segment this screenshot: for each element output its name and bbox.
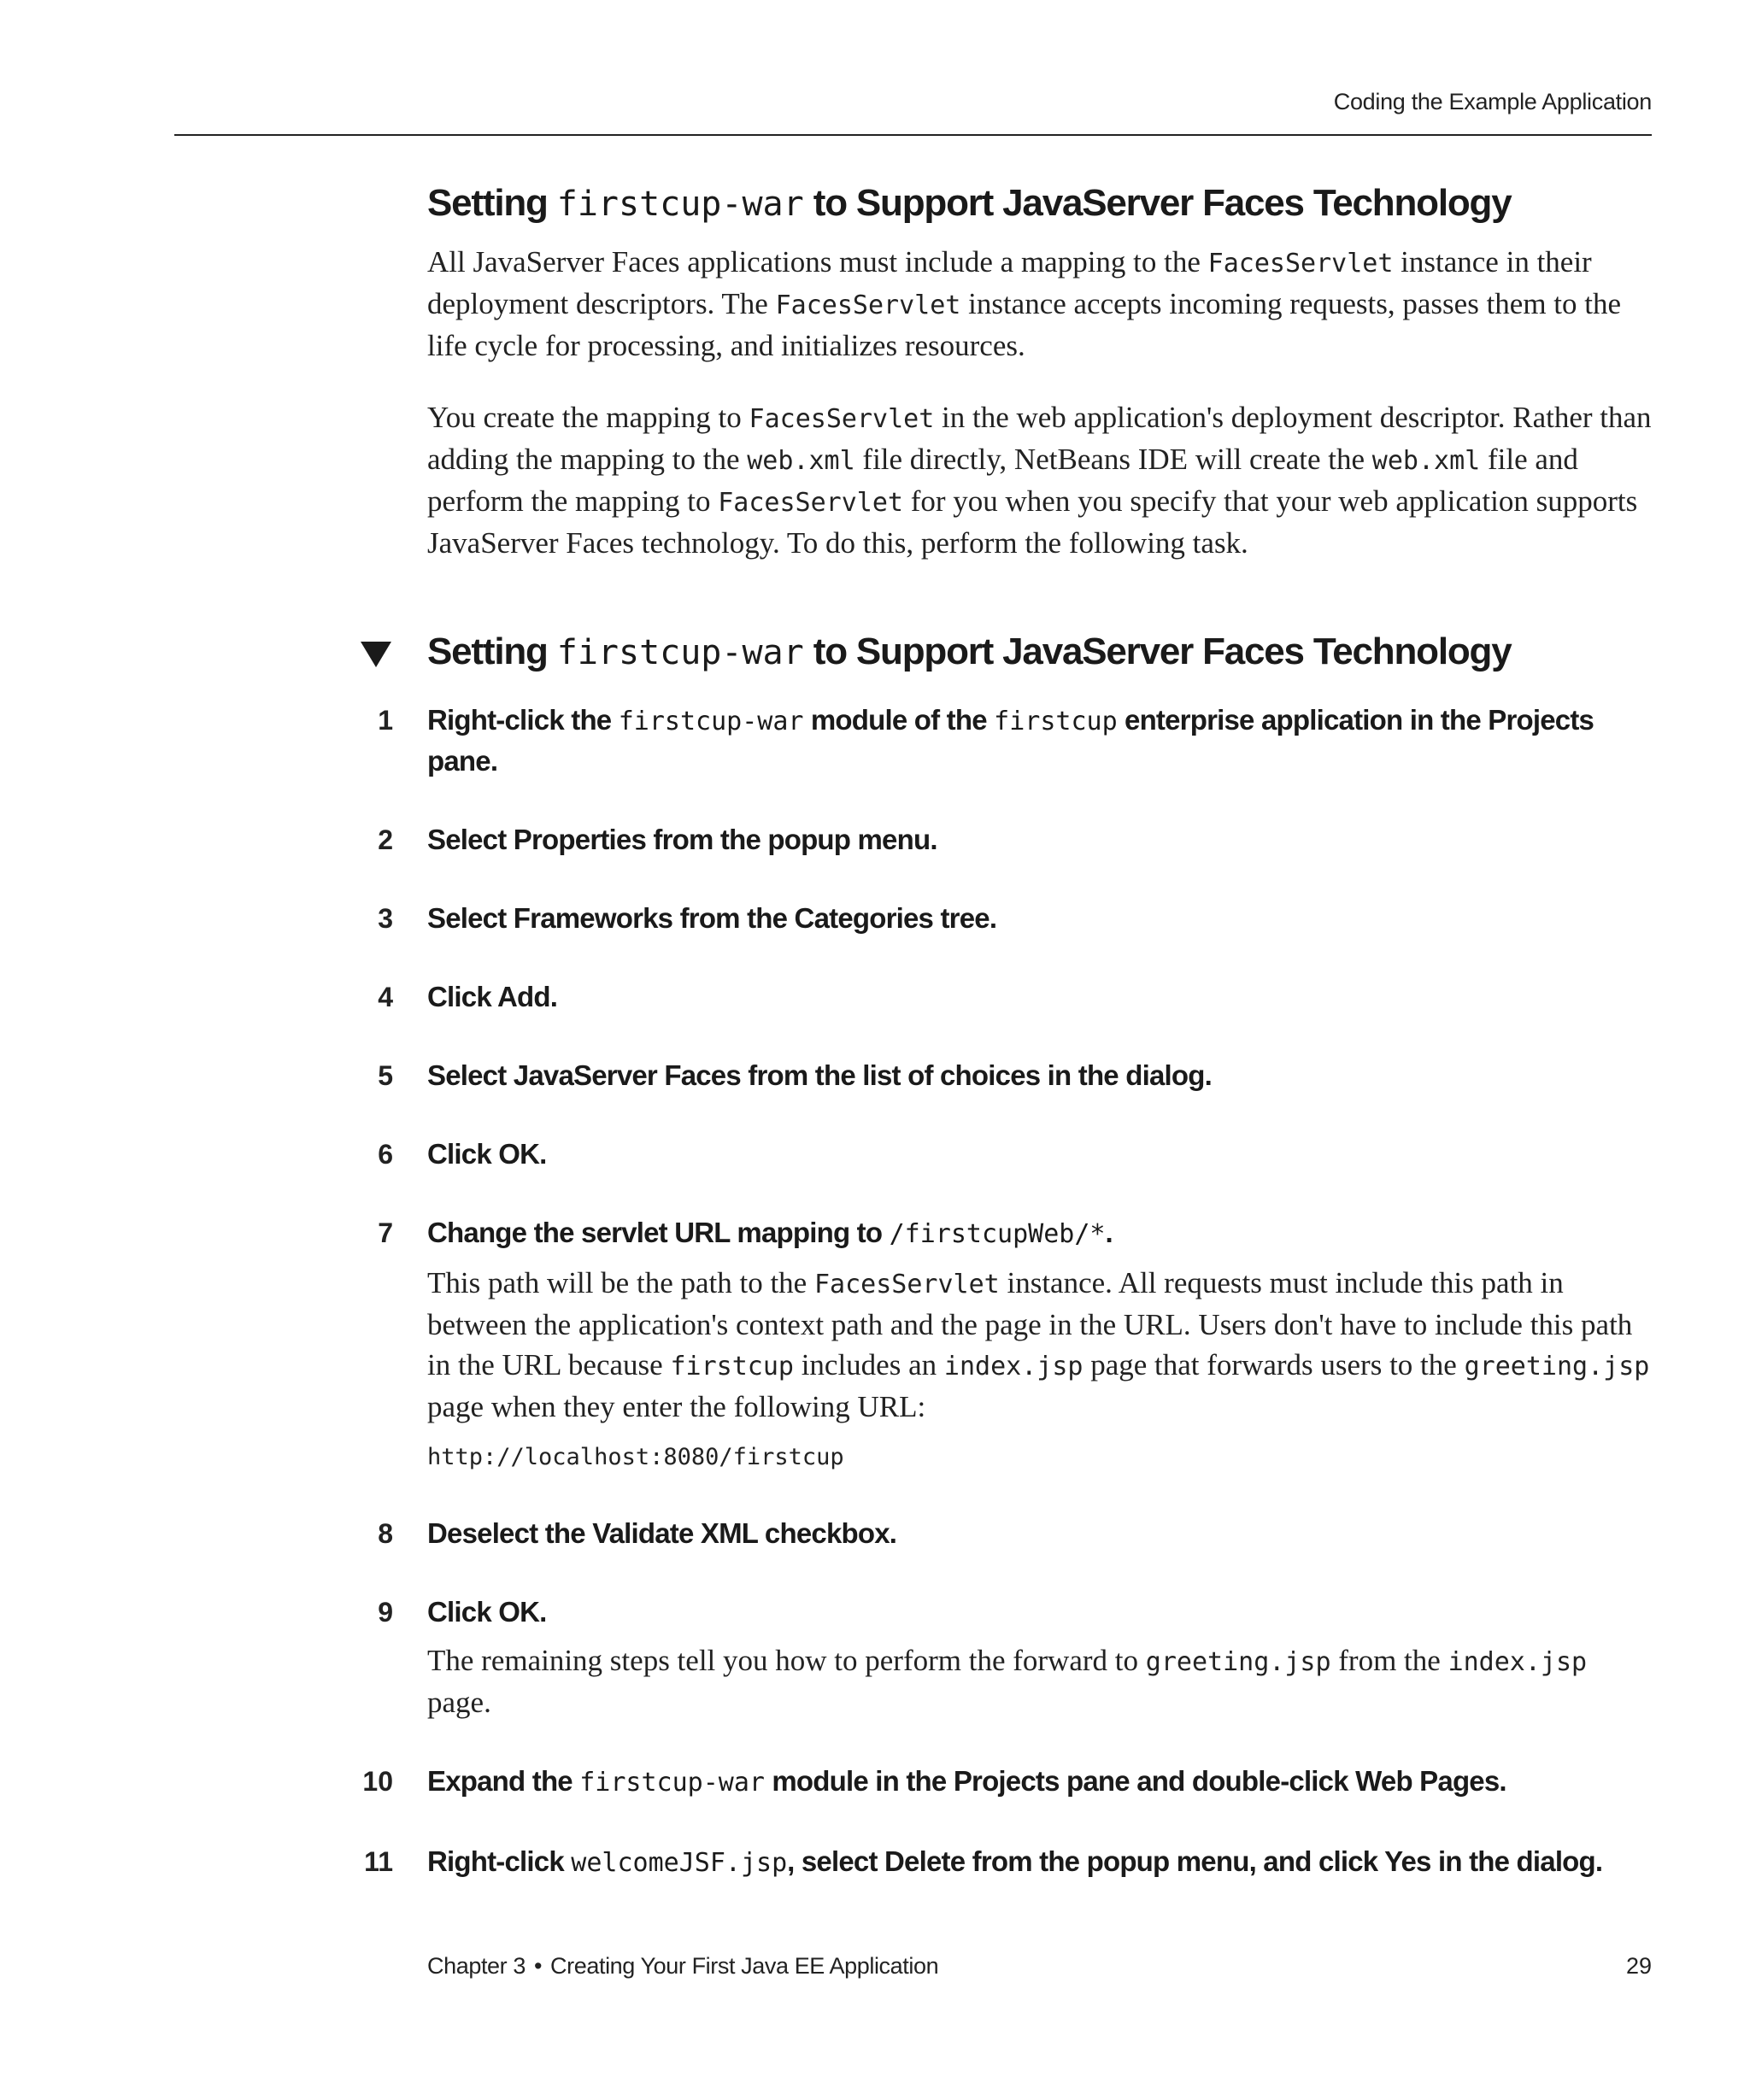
code-facesservlet: FacesServlet [718,487,903,518]
step-number: 6 [378,1138,393,1170]
page-content [362,181,1658,1922]
step-4 [378,977,1658,1017]
code-firstcup: firstcup [994,706,1118,736]
code-firstcup-war: firstcup-war [618,706,804,736]
step-number: 11 [364,1845,393,1877]
step-number: 5 [378,1059,393,1091]
text: page that forwards users to the [1083,1347,1465,1381]
code-greeting-jsp: greeting.jsp [1464,1351,1650,1381]
procedure-heading-row [427,630,1658,675]
step-5 [378,1056,1658,1095]
step-3 [378,899,1658,938]
step-number: 4 [378,981,393,1012]
step-9 [378,1593,1658,1722]
text: . [1105,1216,1113,1248]
code-facesservlet: FacesServlet [775,290,961,320]
step-detail [427,1640,1658,1722]
step-7 [378,1213,1658,1475]
text: for you when you specify that your web application supports JavaServer Faces technology. To do this, perform the following task. [427,484,1638,560]
intro-paragraph-1 [427,242,1658,366]
footer-chapter-title: Creating Your First Java EE Application [550,1953,939,1979]
text: The remaining steps tell you how to perform the forward to [427,1643,1146,1677]
step-text [427,1213,1658,1254]
header-rule [174,134,1652,136]
step-number: 7 [378,1217,393,1248]
text: page when they enter the following URL: [427,1389,926,1423]
text: file and perform the mapping to [427,442,1578,518]
code-index-jsp: index.jsp [1448,1646,1588,1677]
section-heading-pre: Setting [427,182,557,224]
page-number: 29 [1625,1953,1652,1979]
footer-chapter-label: Chapter 3 [427,1953,526,1979]
text: enterprise application in the Projects pane. [427,703,1594,777]
text: Right-click [427,1845,572,1877]
step-1 [378,701,1658,781]
text: This path will be the path to the [427,1265,814,1299]
code-welcomejsf-jsp: welcomeJSF.jsp [571,1847,788,1878]
text: Expand the [427,1764,580,1797]
step-text [427,1842,1658,1883]
code-facesservlet: FacesServlet [749,403,935,434]
step-number: 10 [362,1765,393,1797]
step-number: 3 [378,902,393,934]
text: You create the mapping to [427,400,749,434]
running-header: Coding the Example Application [1333,89,1652,114]
step-6 [378,1135,1658,1174]
text: file directly, NetBeans IDE will create the [854,442,1372,476]
steps-list [362,701,1658,1883]
step-number: 1 [378,704,393,736]
text: , select Delete from the popup menu, and click Yes in the dialog. [787,1845,1603,1877]
procedure-heading-post: to Support JavaServer Faces Technology [803,630,1512,672]
step-text: Deselect the Validate XML checkbox. [427,1516,897,1549]
text: includes an [793,1347,944,1381]
section-heading-code: firstcup-war [556,185,804,224]
text: module of the [803,703,995,736]
step-text: Click OK. [427,1595,547,1628]
step-10 [362,1762,1658,1803]
step-8 [378,1514,1658,1553]
step-number: 2 [378,824,393,855]
step-11 [364,1842,1658,1883]
step-number: 9 [378,1596,393,1628]
intro-paragraph-2 [427,397,1658,563]
step-number: 8 [378,1517,393,1549]
step-text: Select Properties from the popup menu. [427,823,937,855]
text: in the web application's deployment descriptor. Rather than adding the mapping to the [427,400,1652,476]
code-facesservlet: FacesServlet [813,1269,1000,1299]
step-text: Select Frameworks from the Categories tree. [427,901,997,934]
procedure-heading [427,630,1658,675]
code-index-jsp: index.jsp [943,1351,1083,1381]
procedure-triangle-icon [361,642,391,667]
text: instance. All requests must include this path in between the application's context path and the page in the URL. Users don't have to include this path in the URL because [427,1265,1633,1381]
step-2 [378,820,1658,859]
code-greeting-jsp: greeting.jsp [1145,1646,1331,1677]
procedure-heading-pre: Setting [427,630,557,672]
text: All JavaServer Faces applications must include a mapping to the [427,244,1208,279]
footer-chapter [427,1953,938,1980]
step-text [427,1762,1658,1803]
text: Right-click the [427,703,619,736]
text: instance accepts incoming requests, passes them to the life cycle for processing, and initializes resources. [427,286,1622,362]
text: module in the Projects pane and double-click Web Pages. [764,1764,1506,1797]
code-example-url: http://localhost:8080/firstcup [427,1443,844,1470]
code-firstcup: firstcup [670,1351,794,1381]
text: page. [427,1685,491,1719]
code-url-mapping: /firstcupWeb/* [889,1218,1106,1249]
procedure-heading-code: firstcup-war [556,632,804,672]
code-firstcup-war: firstcup-war [579,1767,765,1798]
text: Change the servlet URL mapping to [427,1216,890,1248]
section-heading [427,181,1658,226]
step-text [427,701,1658,781]
step-text: Click Add. [427,980,558,1012]
code-web-xml: web.xml [747,445,855,476]
code-web-xml: web.xml [1371,445,1481,476]
step-text: Select JavaServer Faces from the list of choices in the dialog. [427,1059,1212,1091]
step-detail [427,1263,1658,1427]
text: from the [1330,1643,1448,1677]
step-text: Click OK. [427,1137,547,1170]
section-heading-post: to Support JavaServer Faces Technology [803,182,1512,224]
footer-bullet: • [533,1953,543,1979]
text: instance in their deployment descriptors. The [427,244,1592,320]
code-facesservlet: FacesServlet [1207,248,1394,279]
